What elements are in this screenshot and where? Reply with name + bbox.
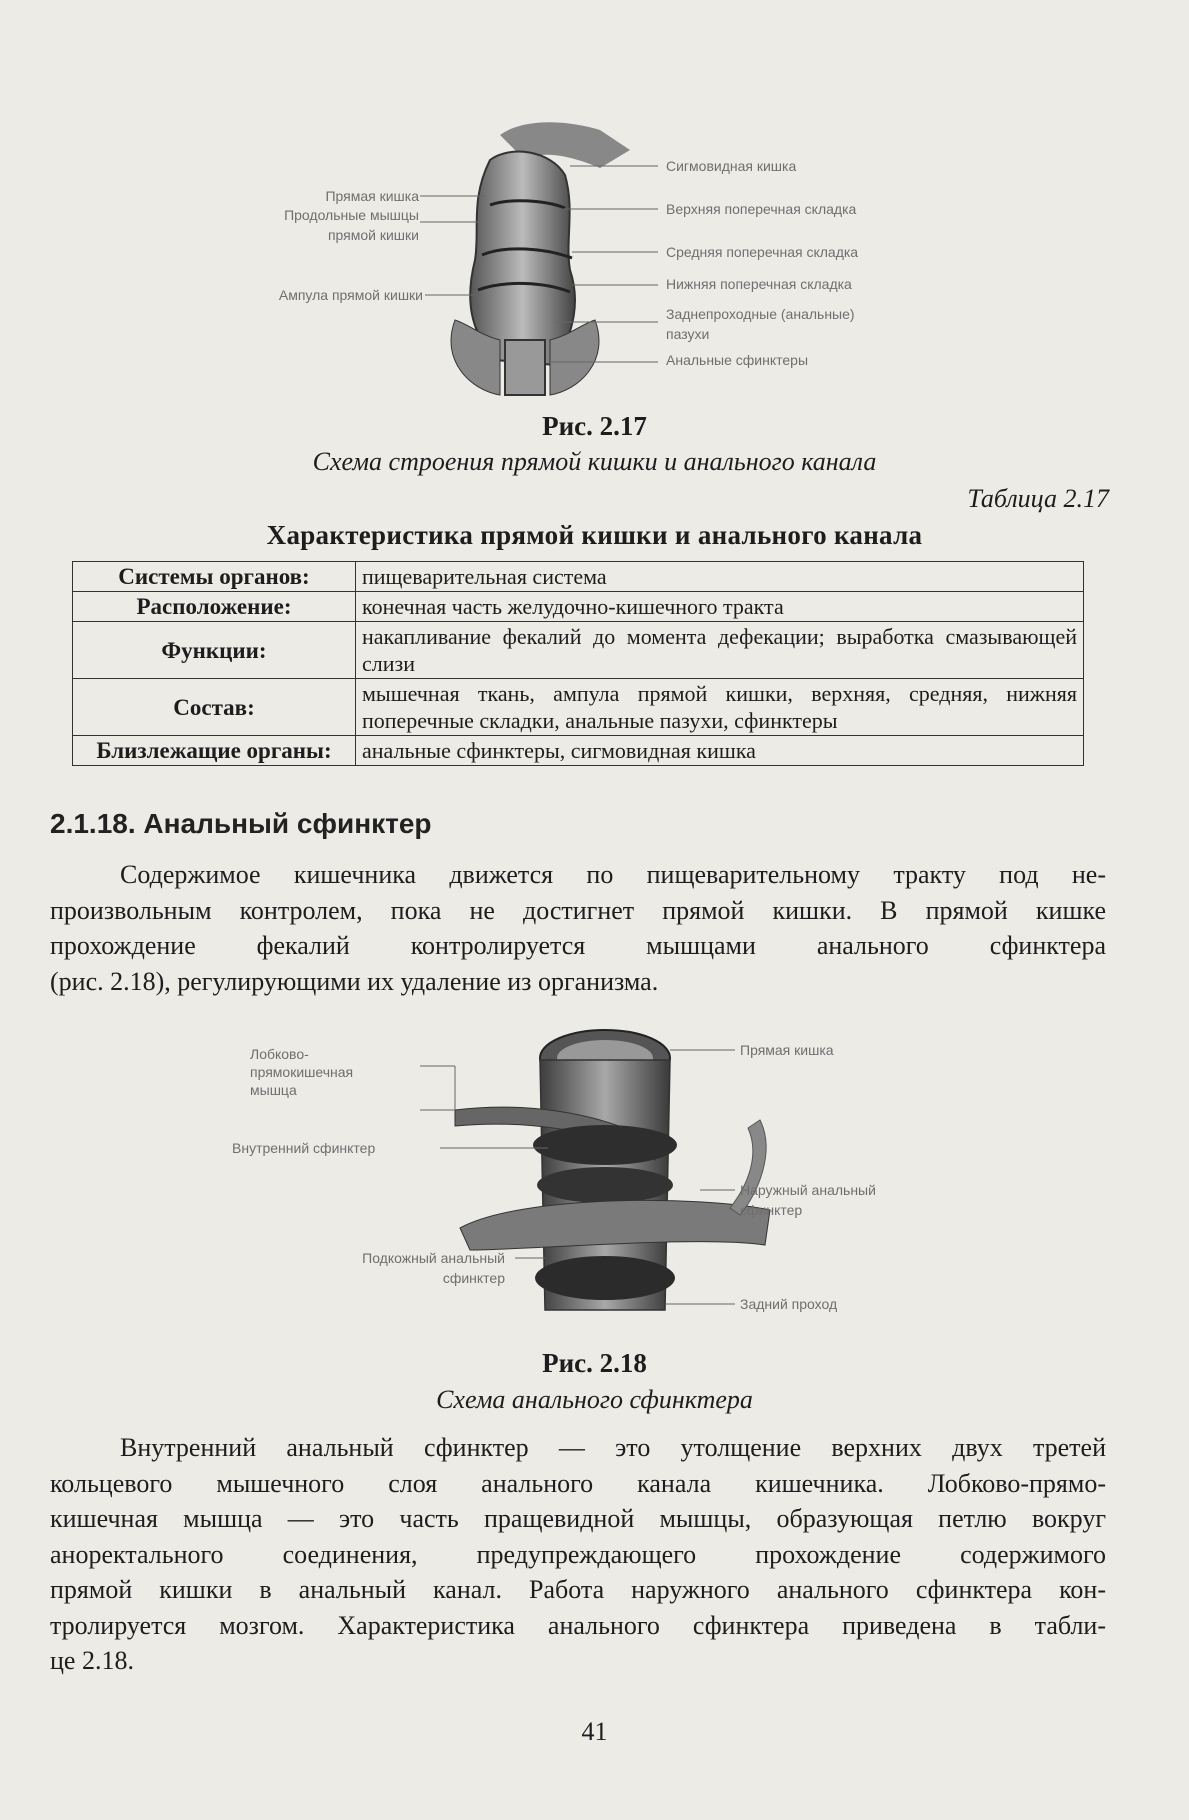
label-puborectalis-2: прямокишечная — [250, 1064, 354, 1080]
table-key: Состав: — [73, 679, 356, 736]
text-line: произвольным контролем, пока не достигнет прямой кишки. В прямой кишке — [50, 895, 1106, 925]
label-middle-fold: Средняя поперечная складка — [666, 244, 859, 260]
table-row — [73, 622, 1084, 679]
characteristics-table — [72, 561, 1084, 766]
label-anal-sphincters: Анальные сфинктеры — [666, 352, 809, 368]
rectum-illustration — [0, 0, 1189, 420]
label-anal-sinuses: Заднепроходные (анальные) — [666, 306, 855, 322]
section-heading: 2.1.18. Анальный сфинктер — [50, 808, 432, 839]
figure-rectum-diagram — [0, 0, 1189, 420]
table-value: анальные сфинктеры, сигмовидная кишка — [356, 736, 1084, 766]
table-row — [73, 562, 1084, 592]
page-number: 41 — [581, 1717, 608, 1746]
table-key: Расположение: — [73, 592, 356, 622]
table-row — [73, 679, 1084, 736]
label-puborectalis-3: мышца — [250, 1082, 297, 1098]
table-key: Близлежащие органы: — [73, 736, 356, 766]
sphincter-illustration — [0, 1010, 1189, 1340]
table-key: Системы органов: — [73, 562, 356, 592]
text-line: прохождение фекалий контролируется мышцами анального сфинктера — [50, 931, 1106, 960]
figure2-caption: Схема анального сфинктера — [436, 1385, 753, 1414]
figure1-caption: Схема строения прямой кишки и анального канала — [312, 447, 877, 476]
paragraph-intro — [50, 857, 1106, 999]
text-line: Внутренний анальный сфинктер — это утолщение верхних двух третей — [120, 1433, 1106, 1462]
label-external-sphincter: Наружный анальный — [740, 1182, 876, 1198]
label-subcutaneous-sphincter: Подкожный анальный — [362, 1250, 505, 1266]
table-value: конечная часть желудочно-кишечного тракта — [356, 592, 1084, 622]
table-row — [73, 592, 1084, 622]
text-line: Содержимое кишечника движется по пищеварительному тракту под не- — [120, 860, 1106, 889]
text-line: тролируется мозгом. Характеристика анального сфинктера приведена в табли- — [50, 1610, 1106, 1640]
text-line: кольцевого мышечного слоя анального канала кишечника. Лобково-прямо- — [50, 1468, 1106, 1498]
paragraph-description — [50, 1430, 1106, 1679]
table-value: мышечная ткань, ампула прямой кишки, верхняя, средняя, нижняя поперечные складки, анальные пазухи, сфинктеры — [356, 679, 1084, 736]
text-line: прямой кишки в анальный канал. Работа наружного анального сфинктера кон- — [50, 1575, 1106, 1604]
text-line: (рис. 2.18), регулирующими их удаление из организма. — [50, 966, 659, 996]
figure2-number: Рис. 2.18 — [542, 1348, 647, 1378]
text-line: це 2.18. — [50, 1646, 134, 1675]
label-rectum-top: Прямая кишка — [740, 1042, 834, 1058]
table-value: накапливание фекалий до момента дефекации; выработка смазывающей слизи — [356, 622, 1084, 679]
table-value: пищеварительная система — [356, 562, 1084, 592]
label-subcutaneous-sphincter-2: сфинктер — [442, 1270, 505, 1286]
text-line: кишечная мышца — это часть пращевидной мышцы, образующая петлю вокруг — [50, 1504, 1106, 1533]
label-internal-sphincter: Внутренний сфинктер — [232, 1140, 376, 1156]
figure-sphincter-diagram — [0, 1010, 1189, 1340]
label-rectal-ampulla: Ампула прямой кишки — [278, 287, 423, 303]
table-title: Характеристика прямой кишки и анального канала — [266, 520, 923, 550]
label-rectum: Прямая кишка — [325, 188, 419, 204]
table-label: Таблица 2.17 — [967, 484, 1109, 513]
label-anal-sinuses-2: пазухи — [666, 326, 710, 342]
label-lower-fold: Нижняя поперечная складка — [666, 276, 852, 292]
text-line: аноректального соединения, предупреждающего прохождение содержимого — [50, 1539, 1106, 1569]
label-external-sphincter-2: сфинктер — [740, 1202, 803, 1218]
table-key: Функции: — [73, 622, 356, 679]
label-longitudinal-muscles-2: прямой кишки — [327, 227, 419, 243]
label-anus: Задний проход — [740, 1296, 838, 1312]
label-sigmoid-colon: Сигмовидная кишка — [666, 158, 797, 174]
table-row — [73, 736, 1084, 766]
figure1-number: Рис. 2.17 — [542, 411, 647, 441]
label-longitudinal-muscles: Продольные мышцы — [284, 207, 419, 223]
label-puborectalis: Лобково- — [250, 1046, 309, 1062]
label-upper-fold: Верхняя поперечная складка — [666, 201, 857, 217]
